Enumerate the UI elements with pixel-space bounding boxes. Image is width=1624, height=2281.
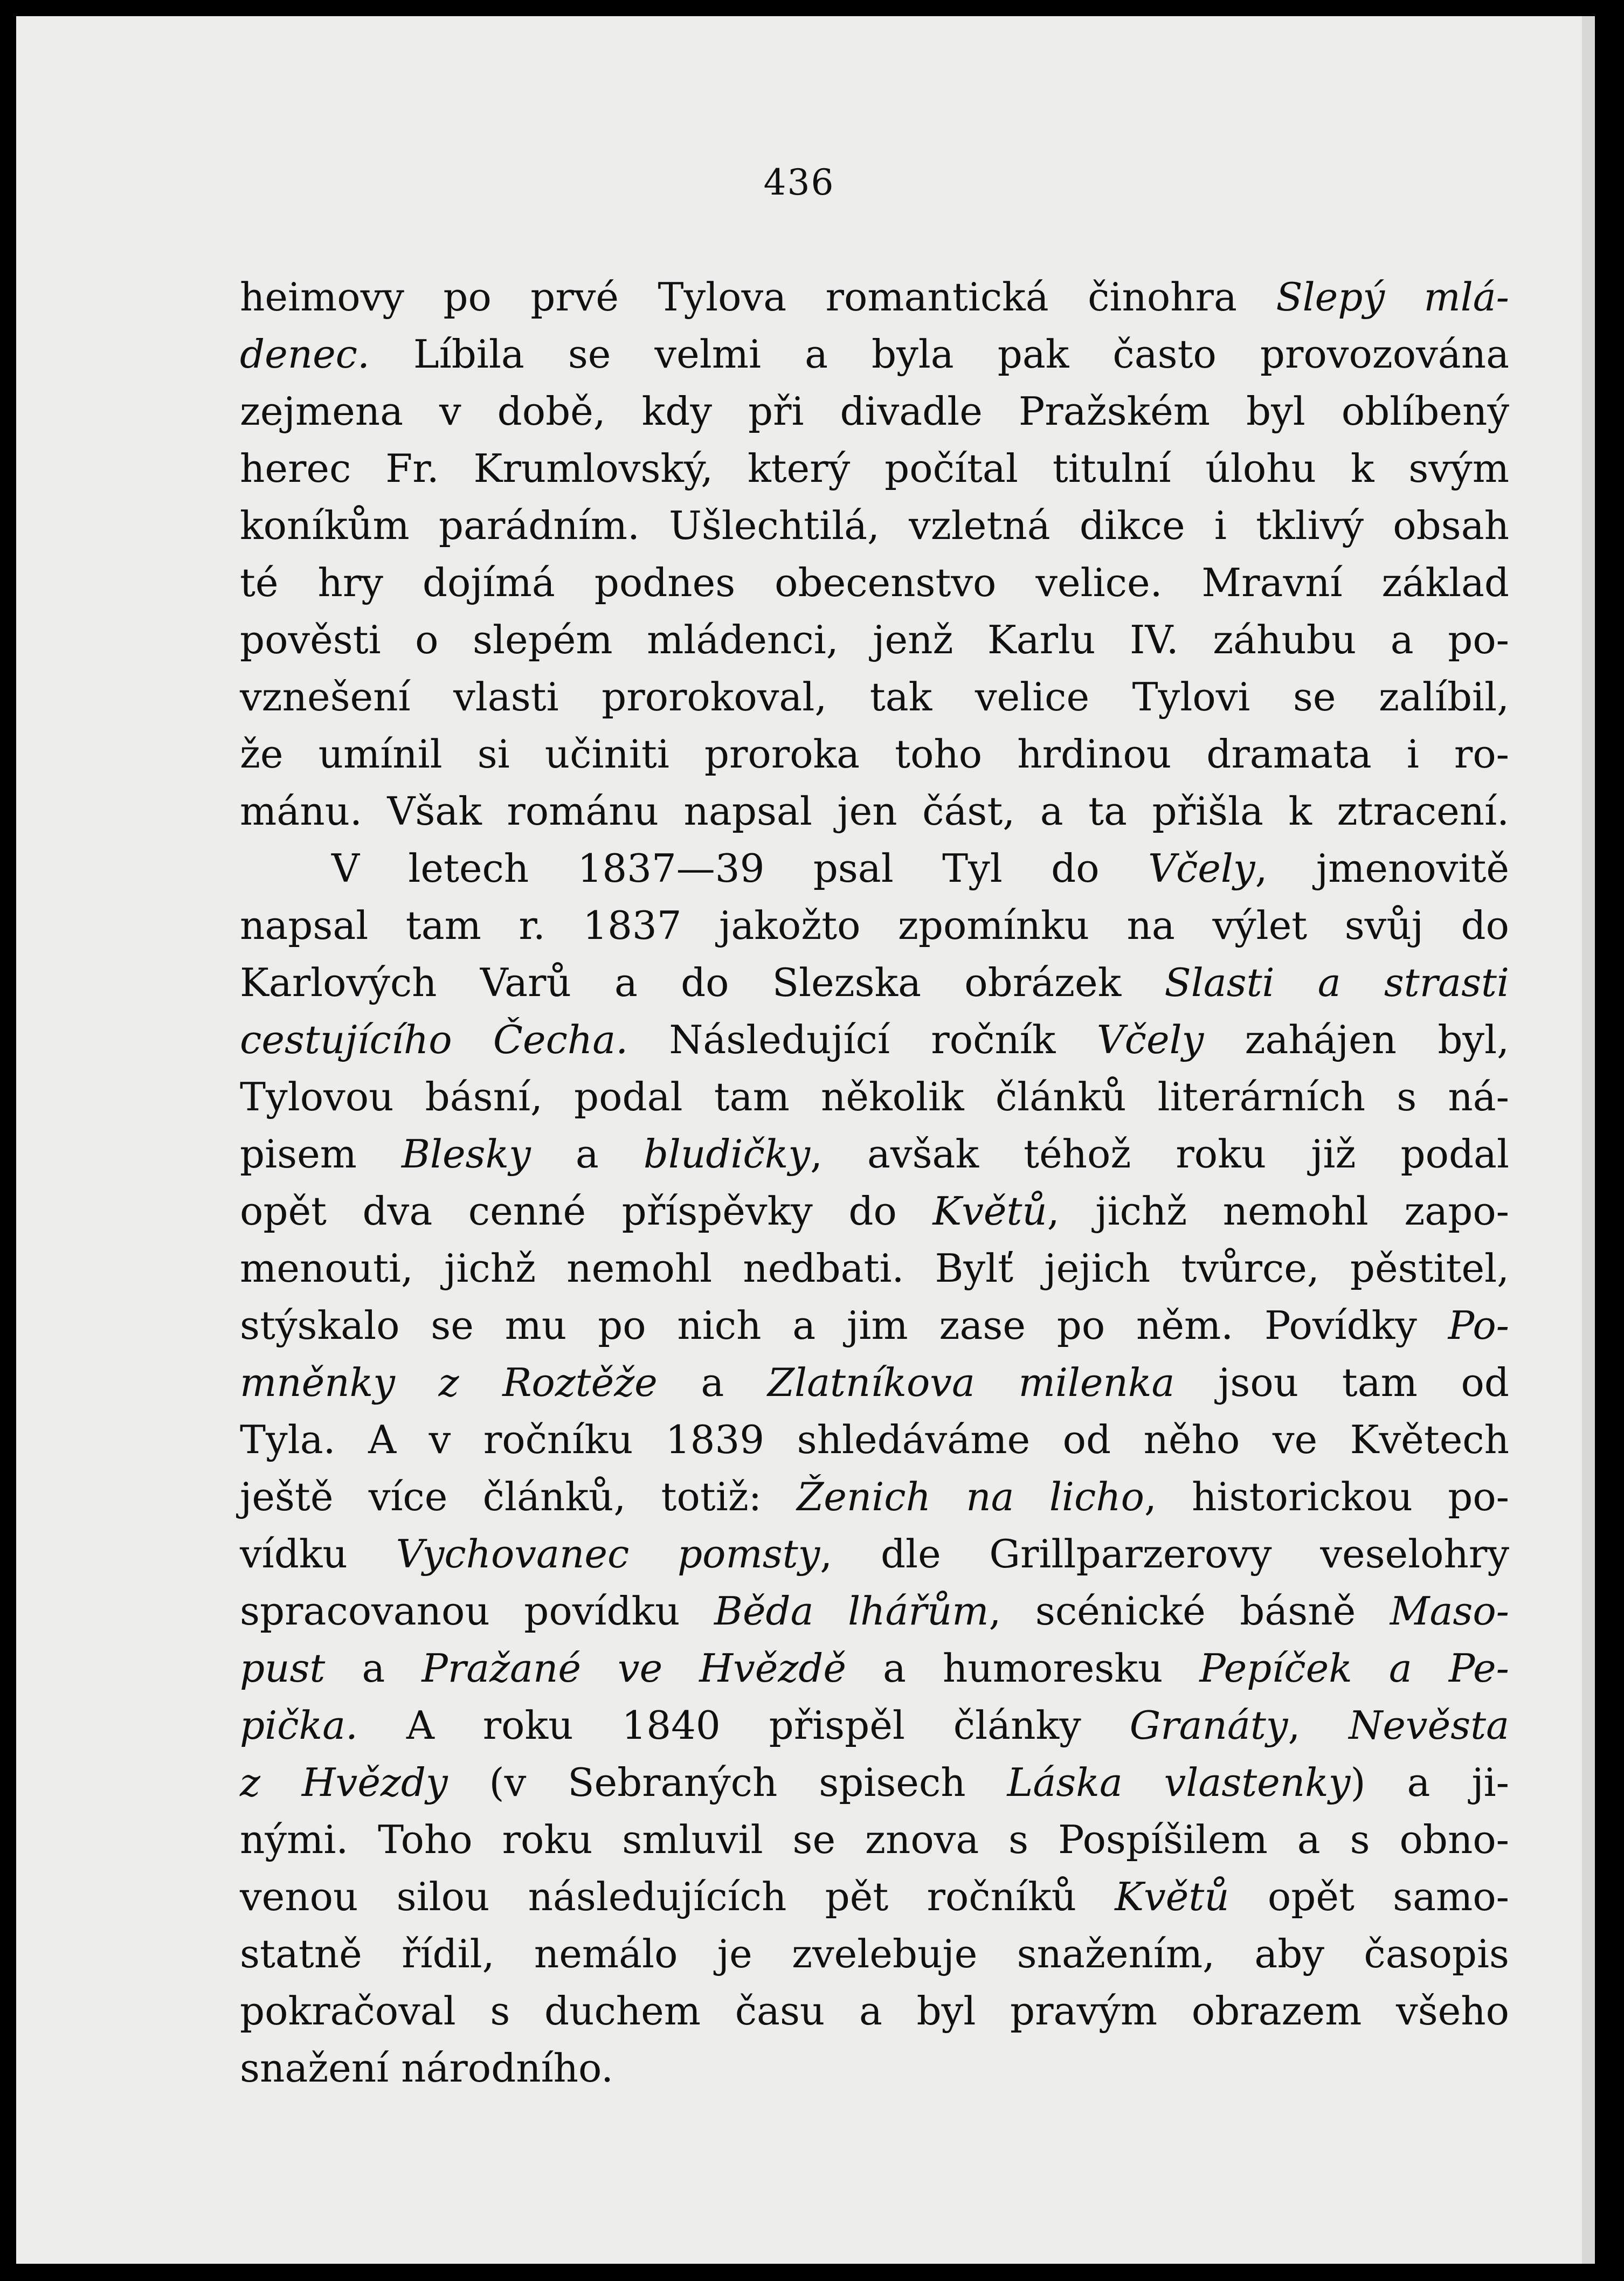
text-line (240, 326, 1509, 383)
text-run: jsou tam od (1174, 1360, 1509, 1405)
text-run: A roku 1840 přispěl články (357, 1703, 1130, 1748)
text-run: , historickou po- (1144, 1474, 1509, 1519)
italic-title: Nevěsta (1349, 1703, 1509, 1748)
text-run: Líbila se velmi a byla pak často provozována (369, 331, 1509, 377)
text-line (240, 1982, 1509, 2040)
text-run: opět samo- (1229, 1874, 1509, 1919)
text-run: napsal tam r. 1837 jakožto zpomínku na výlet svůj do (240, 903, 1509, 948)
text-run: a (657, 1360, 768, 1405)
text-run: Tyla. A v ročníku 1839 shledáváme od něho ve Květech (240, 1417, 1509, 1462)
text-line (240, 1582, 1509, 1640)
italic-title: z Hvězdy (240, 1760, 448, 1805)
italic-title: pička. (240, 1703, 358, 1748)
text-line (240, 725, 1509, 783)
italic-title: Granáty (1129, 1703, 1288, 1748)
text-line (240, 1925, 1509, 1982)
text-run: venou silou následujících pět ročníků (240, 1874, 1115, 1919)
text-line (240, 1183, 1509, 1240)
text-line (240, 497, 1509, 554)
text-line (240, 383, 1509, 440)
text-run: té hry dojímá podnes obecenstvo velice. Mravní základ (240, 560, 1509, 605)
text-line (240, 2040, 1509, 2097)
text-line (240, 1640, 1509, 1697)
text-line (240, 554, 1509, 611)
text-line (240, 668, 1509, 725)
text-run: ještě více článků, totiž: (240, 1474, 797, 1519)
page-edge (1582, 16, 1595, 2264)
text-line (240, 1868, 1509, 1925)
italic-title: Maso- (1390, 1588, 1510, 1634)
text-run: pokračoval s duchem času a byl pravým obrazem všeho (240, 1988, 1509, 2034)
italic-title: Květů (1115, 1874, 1229, 1919)
text-run: pisem (240, 1131, 402, 1177)
text-run: koníkům parádním. Ušlechtilá, vzletná dikce i tklivý obsah (240, 503, 1509, 548)
text-run: stýskalo se mu po nich a jim zase po něm. Povídky (240, 1303, 1448, 1348)
text-line (240, 1297, 1509, 1354)
italic-title: Blesky (402, 1131, 531, 1177)
text-line (240, 1125, 1509, 1183)
italic-title: pust (240, 1646, 326, 1691)
text-run: a (325, 1646, 422, 1691)
text-run: snažení národního. (240, 2045, 613, 2091)
body-text (240, 268, 1509, 2097)
text-run: ) a ji- (1350, 1760, 1509, 1805)
text-run: že umínil si učiniti proroka toho hrdinou dramata i ro- (240, 731, 1509, 777)
text-run: nými. Toho roku smluvil se znova s Pospíšilem a s obno- (240, 1817, 1509, 1862)
italic-title: Květů (932, 1188, 1047, 1234)
text-run: , dle Grillparzerovy veselohry (820, 1531, 1509, 1577)
text-line (240, 1068, 1509, 1125)
italic-title: Pražané ve Hvězdě (421, 1646, 847, 1691)
text-run: zahájen byl, (1204, 1017, 1510, 1062)
italic-title: Včely (1096, 1017, 1204, 1062)
text-line (240, 1011, 1509, 1068)
text-run: Karlových Varů a do Slezska obrázek (240, 960, 1165, 1005)
italic-title: Slasti a strasti (1164, 960, 1509, 1005)
text-run: , jichž nemohl zapo- (1047, 1188, 1509, 1234)
text-run: a (530, 1131, 644, 1177)
text-line (240, 1468, 1509, 1525)
text-run: , avšak téhož roku již podal (810, 1131, 1509, 1177)
italic-title: mněnky z Roztěže (240, 1360, 658, 1405)
text-run: spracovanou povídku (240, 1588, 715, 1634)
text-run: vznešení vlasti prorokoval, tak velice Tylovi se zalíbil, (240, 674, 1509, 720)
text-run: vídku (240, 1531, 396, 1577)
text-run: heimovy po prvé Tylova romantická činohra (240, 274, 1276, 320)
text-run: Tylovou básní, podal tam několik článků literárních s ná- (240, 1074, 1509, 1119)
text-run: herec Fr. Krumlovský, který počítal titulní úlohu k svým (240, 446, 1509, 491)
text-run: pověsti o slepém mládenci, jenž Karlu IV. záhubu a po- (240, 617, 1509, 662)
italic-title: Láska vlastenky (1007, 1760, 1351, 1805)
text-line (240, 1754, 1509, 1811)
text-run: , scénické básně (989, 1588, 1390, 1634)
italic-title: denec. (240, 331, 370, 377)
text-run: opět dva cenné příspěvky do (240, 1188, 933, 1234)
text-line (240, 840, 1509, 897)
text-line (240, 1354, 1509, 1411)
text-line (240, 1697, 1509, 1754)
text-run: statně řídil, nemálo je zvelebuje snažením, aby časopis (240, 1931, 1509, 1976)
italic-title: Po- (1448, 1303, 1509, 1348)
text-line (240, 1525, 1509, 1582)
text-run: menouti, jichž nemohl nedbati. Bylť jejich tvůrce, pěstitel, (240, 1246, 1509, 1291)
italic-title: Vychovanec pomsty (396, 1531, 820, 1577)
text-run: , (1288, 1703, 1349, 1748)
italic-title: Zlatníkova milenka (768, 1360, 1175, 1405)
text-line (240, 1240, 1509, 1297)
page-number: 436 (763, 162, 835, 203)
italic-title: Včely (1148, 846, 1255, 891)
text-line (240, 440, 1509, 497)
text-run: a humoresku (846, 1646, 1200, 1691)
text-line (240, 1411, 1509, 1468)
italic-title: bludičky (643, 1131, 811, 1177)
text-run: Následující ročník (628, 1017, 1097, 1062)
italic-title: Slepý mlá- (1276, 274, 1510, 320)
italic-title: Ženich na licho (797, 1474, 1144, 1519)
italic-title: cestujícího Čecha. (240, 1017, 628, 1062)
text-line (240, 783, 1509, 840)
text-line (240, 1811, 1509, 1868)
text-run: , jmenovitě (1255, 846, 1509, 891)
text-line (240, 268, 1509, 326)
text-line (240, 954, 1509, 1011)
text-line (240, 611, 1509, 668)
text-run: mánu. Však románu napsal jen část, a ta přišla k ztracení. (240, 789, 1509, 834)
italic-title: Pepíček a Pe- (1199, 1646, 1509, 1691)
text-line (240, 897, 1509, 954)
book-page (16, 16, 1582, 2264)
italic-title: Běda lhářům (714, 1588, 989, 1634)
text-run: V letech 1837—39 psal Tyl do (331, 846, 1148, 891)
text-run: (v Sebraných spisech (447, 1760, 1007, 1805)
text-run: zejmena v době, kdy při divadle Pražském byl oblíbený (240, 389, 1509, 434)
